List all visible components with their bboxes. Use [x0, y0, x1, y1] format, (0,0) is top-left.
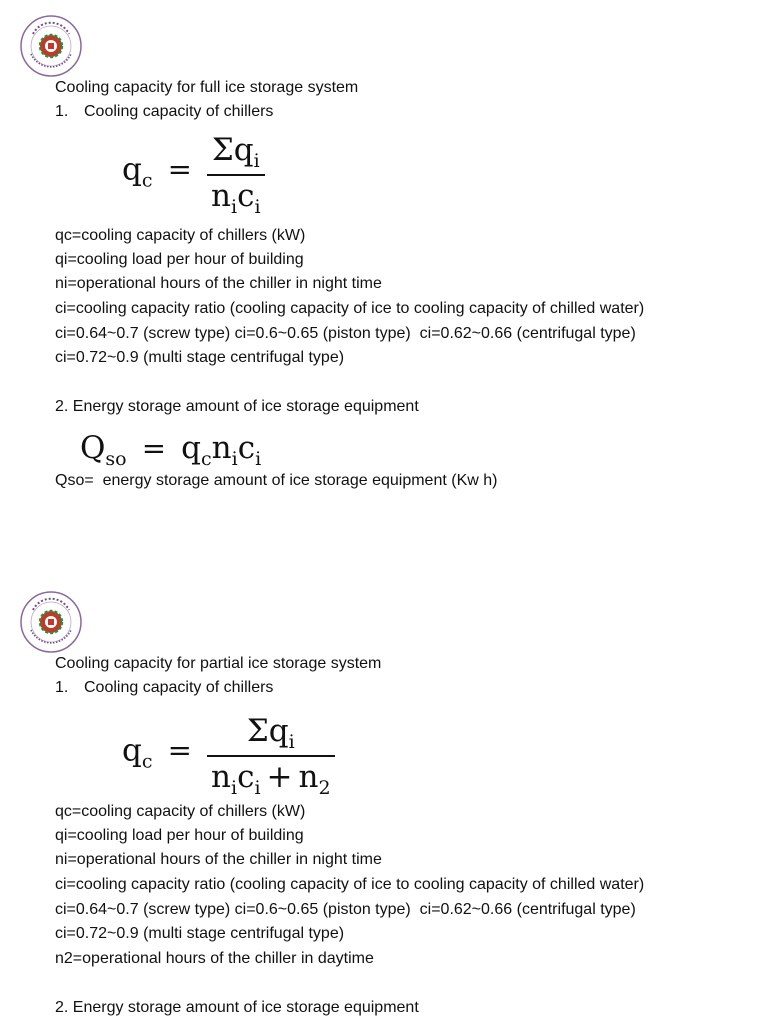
definition-line: qc=cooling capacity of chillers (kW) [55, 803, 306, 820]
list-item-2: 2. Energy storage amount of ice storage equipment [55, 398, 419, 415]
definition-line: ni=operational hours of the chiller in night time [55, 851, 382, 868]
section-title-full: Cooling capacity for full ice storage system [55, 79, 359, 96]
qso-definition: Qso= energy storage amount of ice storage equipment (Kw h) [55, 472, 498, 489]
definition-line: qc=cooling capacity of chillers (kW) [55, 227, 306, 244]
list-text: Cooling capacity of chillers [84, 679, 274, 696]
list-text: Cooling capacity of chillers [84, 103, 274, 120]
eq-denominator: $n_ic_i + n_2$ [211, 758, 331, 799]
eq-equals: = [167, 152, 192, 187]
list-number: 1. [55, 679, 69, 696]
definition-line: ci=0.72~0.9 (multi stage centrifugal type) [55, 925, 345, 942]
definition-line: qi=cooling load per hour of building [55, 251, 304, 268]
definition-line: ci=0.64~0.7 (screw type) ci=0.6~0.65 (piston type) ci=0.62~0.66 (centrifugal type) [55, 325, 636, 342]
definition-line: ci=cooling capacity ratio (cooling capacity of ice to cooling capacity of chilled water) [55, 876, 645, 893]
definition-line: ci=0.72~0.9 (multi stage centrifugal type) [55, 349, 345, 366]
university-seal-icon [19, 14, 83, 78]
eq-lhs-sub: c [141, 169, 153, 192]
eq-fraction [207, 132, 265, 218]
equation-qso: $Q_{so} = q_cn_ic_i$ [80, 430, 262, 470]
section-title-partial: Cooling capacity for partial ice storage system [55, 655, 382, 672]
definition-line: qi=cooling load per hour of building [55, 827, 304, 844]
list-item-1 [55, 103, 273, 121]
equation-qc-partial: $q_c$ = $\frac{\Sigma q_i}{n_ic_i + n_2}$ [122, 713, 335, 799]
eq-fraction [207, 713, 335, 799]
definition-line: ci=cooling capacity ratio (cooling capacity of ice to cooling capacity of chilled water) [55, 300, 645, 317]
eq-numerator: $\Sigma q_i$ [246, 713, 295, 753]
eq-lhs: q [122, 151, 142, 188]
definition-line: n2=operational hours of the chiller in daytime [55, 950, 374, 967]
university-seal-icon [19, 590, 83, 654]
equation-qc-full [122, 132, 265, 218]
eq-numerator: $\Sigma q_i$ [211, 132, 260, 172]
definition-line: ci=0.64~0.7 (screw type) ci=0.6~0.65 (piston type) ci=0.62~0.66 (centrifugal type) [55, 901, 636, 918]
definition-line: ni=operational hours of the chiller in night time [55, 275, 382, 292]
list-item-2: 2. Energy storage amount of ice storage equipment [55, 999, 419, 1016]
list-item-1 [55, 679, 273, 697]
list-number: 1. [55, 103, 69, 120]
eq-denominator: $n_ic_i$ [211, 177, 261, 218]
